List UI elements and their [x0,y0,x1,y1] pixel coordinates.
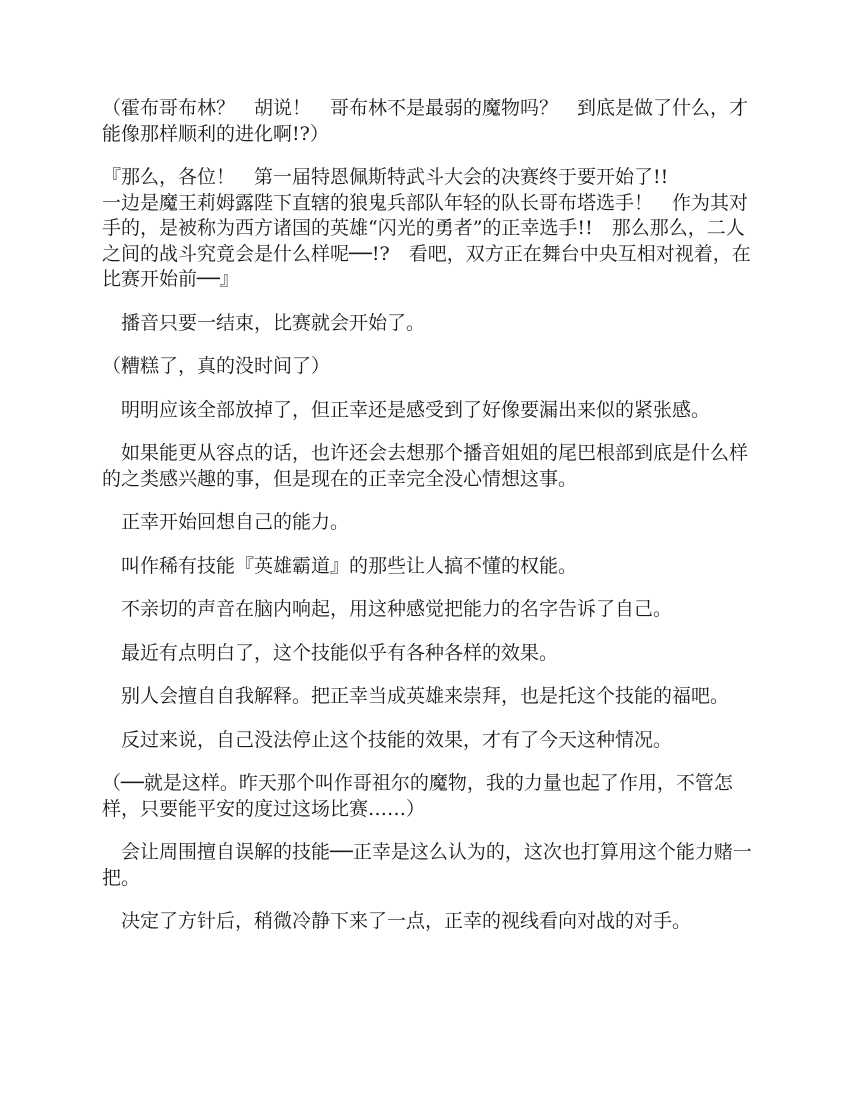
paragraph-1: （霍布哥布林？ 胡说！ 哥布林不是最弱的魔物吗？ 到底是做了什么，才能像那样顺利的进化啊!?） [102,97,749,145]
paragraph-5: 明明应该全部放掉了，但正幸还是感受到了好像要漏出来似的紧张感。 [102,398,711,421]
paragraph-4: （糟糕了，真的没时间了） [102,355,331,377]
paragraph-8: 叫作稀有技能『英雄霸道』的那些让人搞不懂的权能。 [102,554,578,577]
paragraph-15: 决定了方针后，稍微冷静下来了一点，正幸的视线看向对战的对手。 [102,910,692,932]
paragraph-14: 会让周围擅自误解的技能──正幸是这么认为的，这次也打算用这个能力赌一把。 [102,841,752,889]
paragraph-11: 别人会擅自自我解释。把正幸当成英雄来崇拜，也是托这个技能的福吧。 [102,685,730,707]
paragraph-9: 不亲切的声音在脑内响起，用这种感觉把能力的名字告诉了自己。 [102,598,673,620]
paragraph-7: 正幸开始回想自己的能力。 [102,511,350,533]
paragraph-3: 播音只要一结束，比赛就会开始了。 [102,311,426,334]
paragraph-6: 如果能更从容点的话，也许还会去想那个播音姐姐的尾巴根部到底是什么样的之类感兴趣的事，但是现在的正幸完全没心情想这事。 [102,442,749,490]
paragraph-2: 『那么，各位！ 第一届特恩佩斯特武斗大会的决赛终于要开始了!! 一边是魔王莉姆露陛下直辖的狼鬼兵部队年轻的队长哥布塔选手！ 作为其对手的，是被称为西方诸国的英雄“闪光的勇者”的正幸选手!! 那么那么，二人之间的战斗究竟会是什么样呢──!? 看吧，双方正在舞台中央互相对视着，在比赛开始前──』 [102,166,751,290]
paragraph-10: 最近有点明白了，这个技能似乎有各种各样的效果。 [102,641,559,664]
document-page [102,96,752,953]
paragraph-13: （──就是这样。昨天那个叫作哥祖尔的魔物，我的力量也起了作用，不管怎样，只要能平安的度过这场比赛……） [102,772,733,820]
paragraph-12: 反过来说，自己没法停止这个技能的效果，才有了今天这种情况。 [102,728,673,751]
